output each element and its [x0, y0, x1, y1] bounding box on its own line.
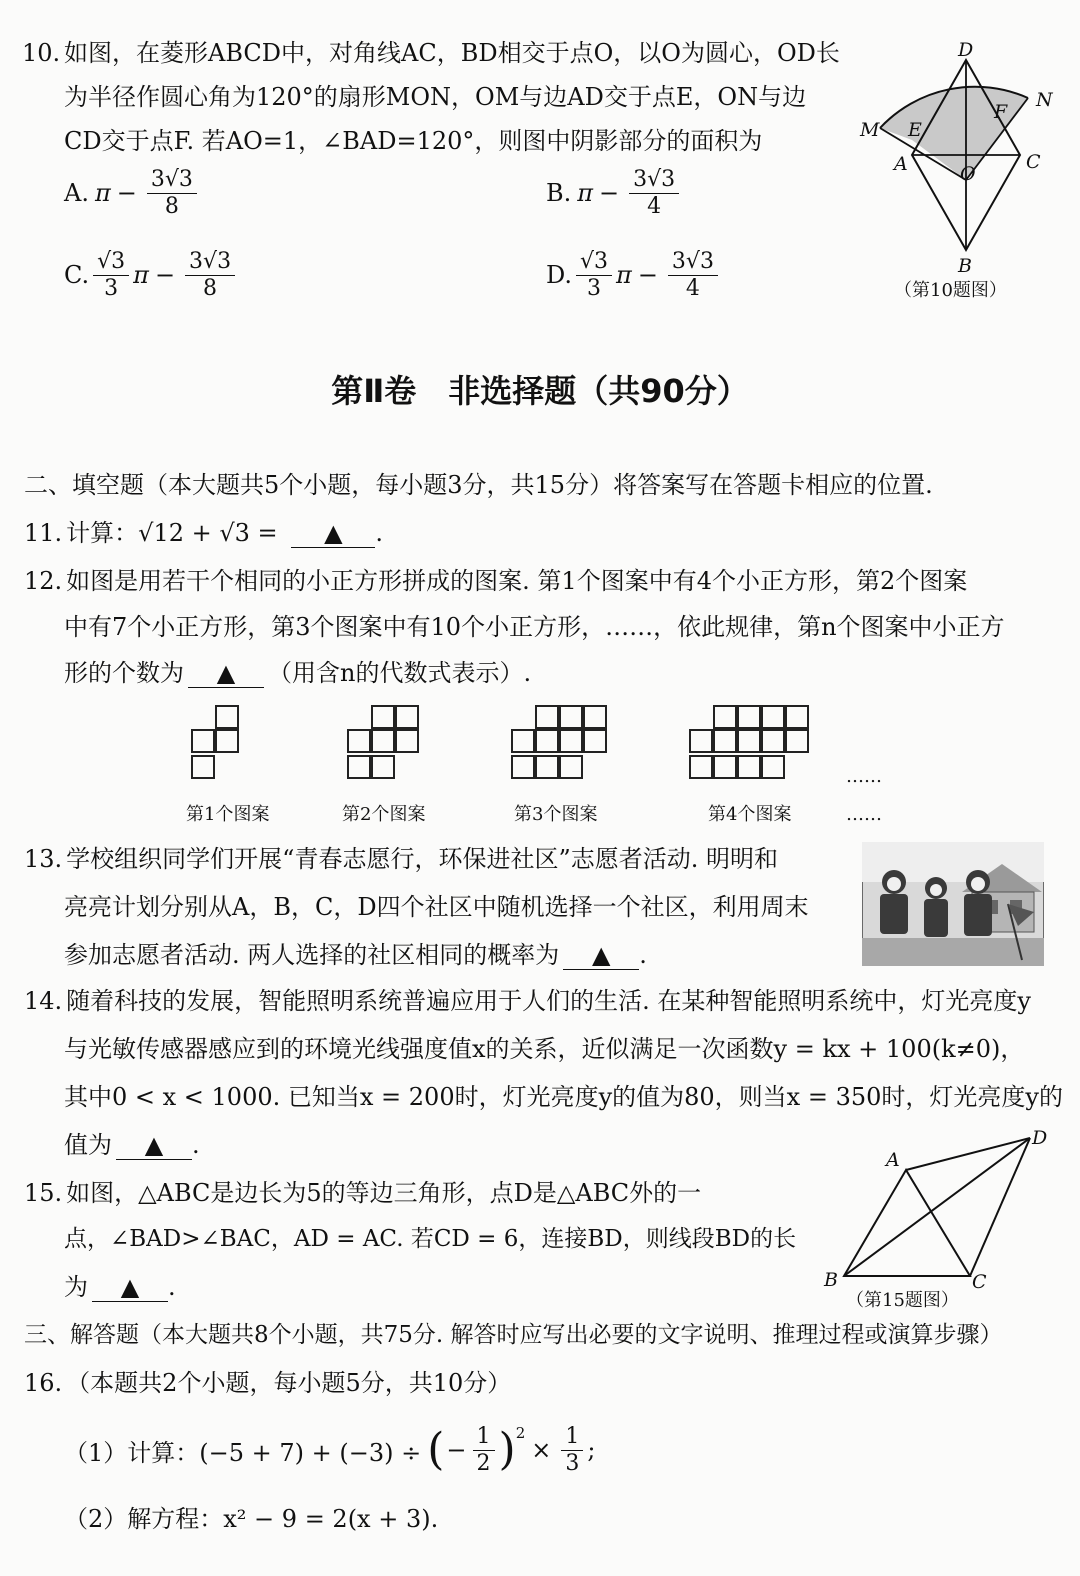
part2-header: 二、填空题（本大题共5个小题，每小题3分，共15分）将答案写在答题卡相应的位置.: [24, 471, 933, 499]
pattern-1: [192, 706, 238, 778]
pattern-4: [690, 706, 808, 778]
q14-line-2: 与光敏传感器感应到的环境光线强度值x的关系，近似满足一次函数y = kx + 100(k≠0)，: [64, 1035, 1025, 1063]
q12-patterns: [160, 700, 920, 830]
q15-label-b: B: [824, 1269, 838, 1291]
pattern-2: [348, 706, 418, 778]
q10-label-a: A: [894, 153, 908, 175]
q15-figure-caption: （第15题图）: [846, 1290, 959, 1311]
q12-line-1: 12. 如图是用若干个相同的小正方形拼成的图案. 第1个图案中有4个小正方形，第2个图案: [24, 567, 968, 595]
q10-label-c: C: [1026, 151, 1041, 173]
q14-answer-blank: ▲: [116, 1131, 192, 1160]
q10-label-f: F: [994, 101, 1008, 123]
q11-answer-blank: ▲: [291, 519, 375, 548]
q12-answer-blank: ▲: [188, 659, 264, 688]
q16-exponent: 2: [515, 1424, 526, 1442]
q15-label-c: C: [972, 1271, 987, 1293]
q10-label-b: B: [958, 255, 972, 277]
q16-part-1: （1）计算：(−5 + 7) + (−3) ÷ ( − $\frac{1}{2}$ ) $^2$ × $\frac{1}{3}$ ;: [64, 1423, 596, 1476]
q12-caption-2: 第2个图案: [342, 804, 426, 825]
pattern-3: [512, 706, 606, 778]
q13-answer-blank: ▲: [563, 941, 639, 970]
q14-line-1: 14. 随着科技的发展，智能照明系统普遍应用于人们的生活. 在某种智能照明系统中，灯光亮度y: [24, 987, 1031, 1015]
q10-label-o: O: [960, 163, 976, 185]
q15-line-3: 为 ▲ .: [64, 1273, 176, 1301]
q16-frac-third: $\frac{1}{3}$: [561, 1424, 583, 1477]
q15-triangle-abc: [844, 1170, 970, 1276]
q12-caption-3: 第3个图案: [514, 804, 598, 825]
q10-option-a: A. π − $\frac{3√3}{8}$: [64, 162, 201, 224]
q15-line-1: 15. 如图，△ABC是边长为5的等边三角形，点D是△ABC外的一: [24, 1179, 702, 1207]
q10-line-1: 如图，在菱形ABCD中，对角线AC，BD相交于点O，以O为圆心，OD长: [64, 39, 840, 67]
q10-label-e: E: [908, 119, 922, 141]
q12-ellipsis-top: ……: [846, 766, 882, 787]
q10-option-d: D. $\frac{√3}{3}$ π − $\frac{3√3}{4}$: [546, 244, 722, 306]
q15-label-a: A: [886, 1149, 900, 1171]
q10-figure-caption: （第10题图）: [894, 280, 1007, 301]
q12-caption-1: 第1个图案: [186, 804, 270, 825]
q13-volunteer-illustration: [862, 842, 1044, 966]
q10-option-a-fraction: $\frac{3√3}{8}$: [147, 167, 197, 220]
q10-option-c-fraction: $\frac{3√3}{8}$: [185, 249, 235, 302]
q10-label-m: M: [860, 119, 880, 141]
q14-line-4: 值为 ▲ .: [64, 1131, 200, 1159]
q10-number: 10.: [22, 39, 61, 67]
q13-line-2: 亮亮计划分别从A，B，C，D四个社区中随机选择一个社区，利用周末: [64, 893, 809, 921]
q12-line-2: 中有7个小正方形，第3个图案中有10个小正方形，……，依此规律，第n个图案中小正方: [64, 613, 1005, 641]
q10-label-n: N: [1036, 89, 1053, 111]
q15-answer-blank: ▲: [92, 1273, 168, 1302]
q14-line-3: 其中0 < x < 1000. 已知当x = 200时，灯光亮度y的值为80，则当x = 350时，灯光亮度y的: [64, 1083, 1063, 1111]
q10-line-2: 为半径作圆心角为120°的扇形MON，OM与边AD交于点E，ON与边: [64, 83, 807, 111]
q12-caption-4: 第4个图案: [708, 804, 792, 825]
part3-header: 三、解答题（本大题共8个小题，共75分. 解答时应写出必要的文字说明、推理过程或演算步骤）: [24, 1322, 1003, 1348]
q10-line-3: CD交于点F. 若AO=1，∠BAD=120°，则图中阴影部分的面积为: [64, 127, 763, 155]
q10-option-b-fraction: $\frac{3√3}{4}$: [629, 167, 679, 220]
section-2-title: 第Ⅱ卷 非选择题（共90分）: [331, 372, 749, 410]
q13-line-1: 13. 学校组织同学们开展“青春志愿行，环保进社区”志愿者活动. 明明和: [24, 845, 778, 873]
q12-ellipsis-bottom: ……: [846, 804, 882, 825]
q16-part-2: （2）解方程：x² − 9 = 2(x + 3).: [64, 1505, 439, 1533]
q11: 11. 计算：√12 + √3 = ▲ .: [24, 519, 383, 547]
q10-option-d-fraction: $\frac{3√3}{4}$: [668, 249, 718, 302]
q15-figure: [820, 1124, 1060, 1314]
q10-figure: [850, 40, 1060, 310]
q15-line-2: 点，∠BAD>∠BAC，AD = AC. 若CD = 6，连接BD，则线段BD的长: [64, 1226, 797, 1252]
q10-option-d-coef: $\frac{√3}{3}$: [576, 249, 612, 302]
q10-label-d: D: [958, 40, 974, 61]
q10-option-c: C. $\frac{√3}{3}$ π − $\frac{3√3}{8}$: [64, 244, 239, 306]
q12-line-3: 形的个数为 ▲ （用含n的代数式表示）.: [64, 659, 532, 687]
q13-line-3: 参加志愿者活动. 两人选择的社区相同的概率为 ▲ .: [64, 941, 647, 969]
q16-intro: 16. （本题共2个小题，每小题5分，共10分）: [24, 1369, 512, 1397]
q16-frac-half: $\frac{1}{2}$: [473, 1424, 495, 1477]
q10-option-b: B. π − $\frac{3√3}{4}$: [546, 162, 683, 224]
q10-option-c-coef: $\frac{√3}{3}$: [93, 249, 129, 302]
q15-label-d: D: [1032, 1127, 1048, 1149]
